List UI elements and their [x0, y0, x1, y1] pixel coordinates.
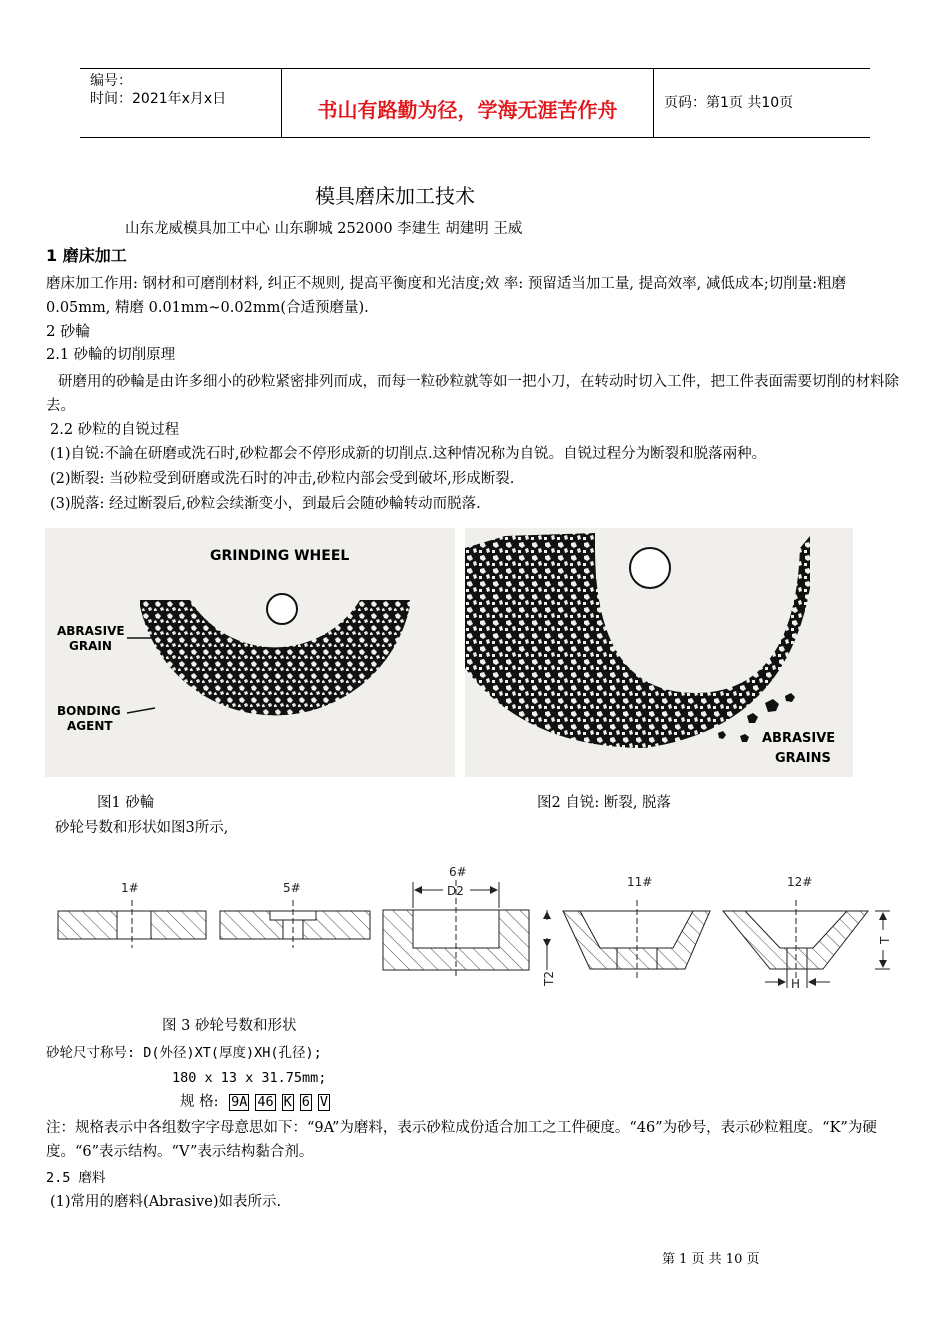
figure-1-caption: 图1 砂輪	[97, 795, 155, 811]
fig2-label-2: GRAINS	[775, 751, 831, 766]
document-title: 模具磨床加工技术	[315, 184, 475, 208]
section-2-2-heading: 2.2 砂粒的自锐过程	[50, 422, 180, 438]
spec-code-grit: 46	[257, 1094, 274, 1110]
section-2-2-item-1: (1)自锐:不論在研磨或洗石时,砂粒都会不停形成新的切削点.这种情况称为自锐。自锐过程分为断裂和脱落兩种。	[50, 446, 767, 462]
shape-1-label: 1#	[121, 881, 139, 895]
spec-row	[180, 1092, 336, 1112]
spec-code-bond: V	[319, 1094, 329, 1110]
section-2-5-heading: 2.5 磨料	[46, 1170, 106, 1186]
loose-grain	[785, 693, 795, 702]
dim-t-label: T	[878, 936, 892, 944]
shape-5	[220, 881, 370, 948]
fig1-bond-label-1: BONDING	[57, 704, 121, 718]
spec-code-hardness: K	[283, 1094, 292, 1110]
figure-3-intro: 砂轮号数和形状如图3所示,	[55, 820, 229, 836]
number-label: 编号：	[90, 73, 132, 89]
size-example: 180 x 13 x 31.75mm;	[172, 1070, 327, 1086]
wheel-hole	[630, 548, 670, 588]
section-2-1-heading: 2.1 砂輪的切削原理	[46, 347, 176, 363]
wheel-hole	[267, 594, 297, 624]
authors: 山东龙威模具加工中心 山东聊城 252000 李建生 胡建明 王威	[125, 221, 523, 237]
section-1-heading: 1 磨床加工	[46, 246, 127, 265]
shape-5-label: 5#	[283, 881, 301, 895]
figure-3-wheel-shapes	[45, 860, 905, 1000]
loose-grain	[747, 713, 758, 723]
figure-2-drawing	[465, 528, 853, 777]
figure-1-drawing	[45, 528, 455, 777]
fig1-bond-label-2: AGENT	[67, 719, 113, 733]
page-footer: 第 1 页 共 10 页	[662, 1252, 760, 1267]
figure-2-caption: 图2 自锐: 断裂, 脱落	[537, 795, 672, 811]
page-label: 页码：第1页 共10页	[664, 95, 794, 111]
header-table	[80, 68, 870, 138]
fig1-title-label: GRINDING WHEEL	[210, 548, 350, 564]
loose-grain	[740, 734, 749, 742]
loose-grain	[765, 699, 779, 712]
fig1-grain-label-1: ABRASIVE	[57, 624, 125, 638]
size-designation-label: 砂轮尺寸称号: D(外径)XT(厚度)XH(孔径);	[46, 1045, 322, 1061]
figure-3-drawing	[45, 860, 905, 1000]
section-2-5-item-1: (1)常用的磨料(Abrasive)如表所示.	[50, 1194, 282, 1210]
shape-11-label: 11#	[627, 875, 653, 889]
shape-6-label: 6#	[449, 865, 467, 879]
dim-d2-label: D2	[447, 884, 464, 898]
dim-t2-label: T2	[542, 971, 556, 986]
shape-11	[563, 875, 710, 978]
shape-6	[383, 865, 556, 987]
shape-12	[723, 875, 892, 991]
figure-1-grinding-wheel	[45, 528, 455, 777]
section-1-paragraph: 磨床加工作用: 钢材和可磨削材料, 纠正不规则, 提高平衡度和光洁度;效 率: 预留适当加工量, 提高效率, 减低成本;切削量:粗磨 0.05mm, 精磨 0.01mm~0.02mm(合适预磨量).	[46, 276, 847, 316]
header-center-cell	[282, 69, 654, 137]
loose-grain	[718, 731, 726, 739]
section-2-2-item-2: (2)断裂: 当砂粒受到研磨或洗石时的冲击,砂粒内部会受到破坏,形成断裂.	[50, 471, 515, 487]
figure-3-caption: 图 3 砂轮号数和形状	[162, 1018, 297, 1034]
fig2-label-1: ABRASIVE	[762, 731, 836, 746]
spec-codes	[229, 1094, 336, 1110]
section-2-2-item-3: (3)脱落: 经过断裂后,砂粒会续渐变小，到最后会随砂輪转动而脱落.	[50, 496, 481, 512]
motto: 书山有路勤为径，学海无涯苦作舟	[317, 98, 618, 122]
fig1-grain-label-2: GRAIN	[69, 639, 112, 653]
dim-h-label: H	[791, 977, 801, 991]
shape-1	[58, 881, 206, 948]
date-label: 时间：2021年x月x日	[90, 91, 227, 107]
spec-code-structure: 6	[301, 1094, 310, 1110]
spec-label: 规 格:	[180, 1094, 219, 1110]
figure-2-self-sharpening	[465, 528, 853, 777]
section-2-heading: 2 砂輪	[46, 322, 91, 340]
spec-code-abrasive: 9A	[231, 1094, 248, 1110]
header-left-cell	[80, 69, 282, 137]
header-right-cell	[654, 69, 870, 137]
spec-note: 注：规格表示中各组数字字母意思如下：“9A”为磨料，表示砂粒成份适合加工之工件硬度。“46”为砂号，表示砂粒粗度。“K”为硬度。“6”表示结构。“V”表示结构黏合剂。	[46, 1120, 877, 1160]
shape-12-label: 12#	[787, 875, 813, 889]
section-2-1-paragraph: 研磨用的砂輪是由许多细小的砂粒紧密排列而成，而每一粒砂粒就等如一把小刀，在转动时切入工件，把工件表面需要切削的材料除去。	[46, 374, 899, 414]
